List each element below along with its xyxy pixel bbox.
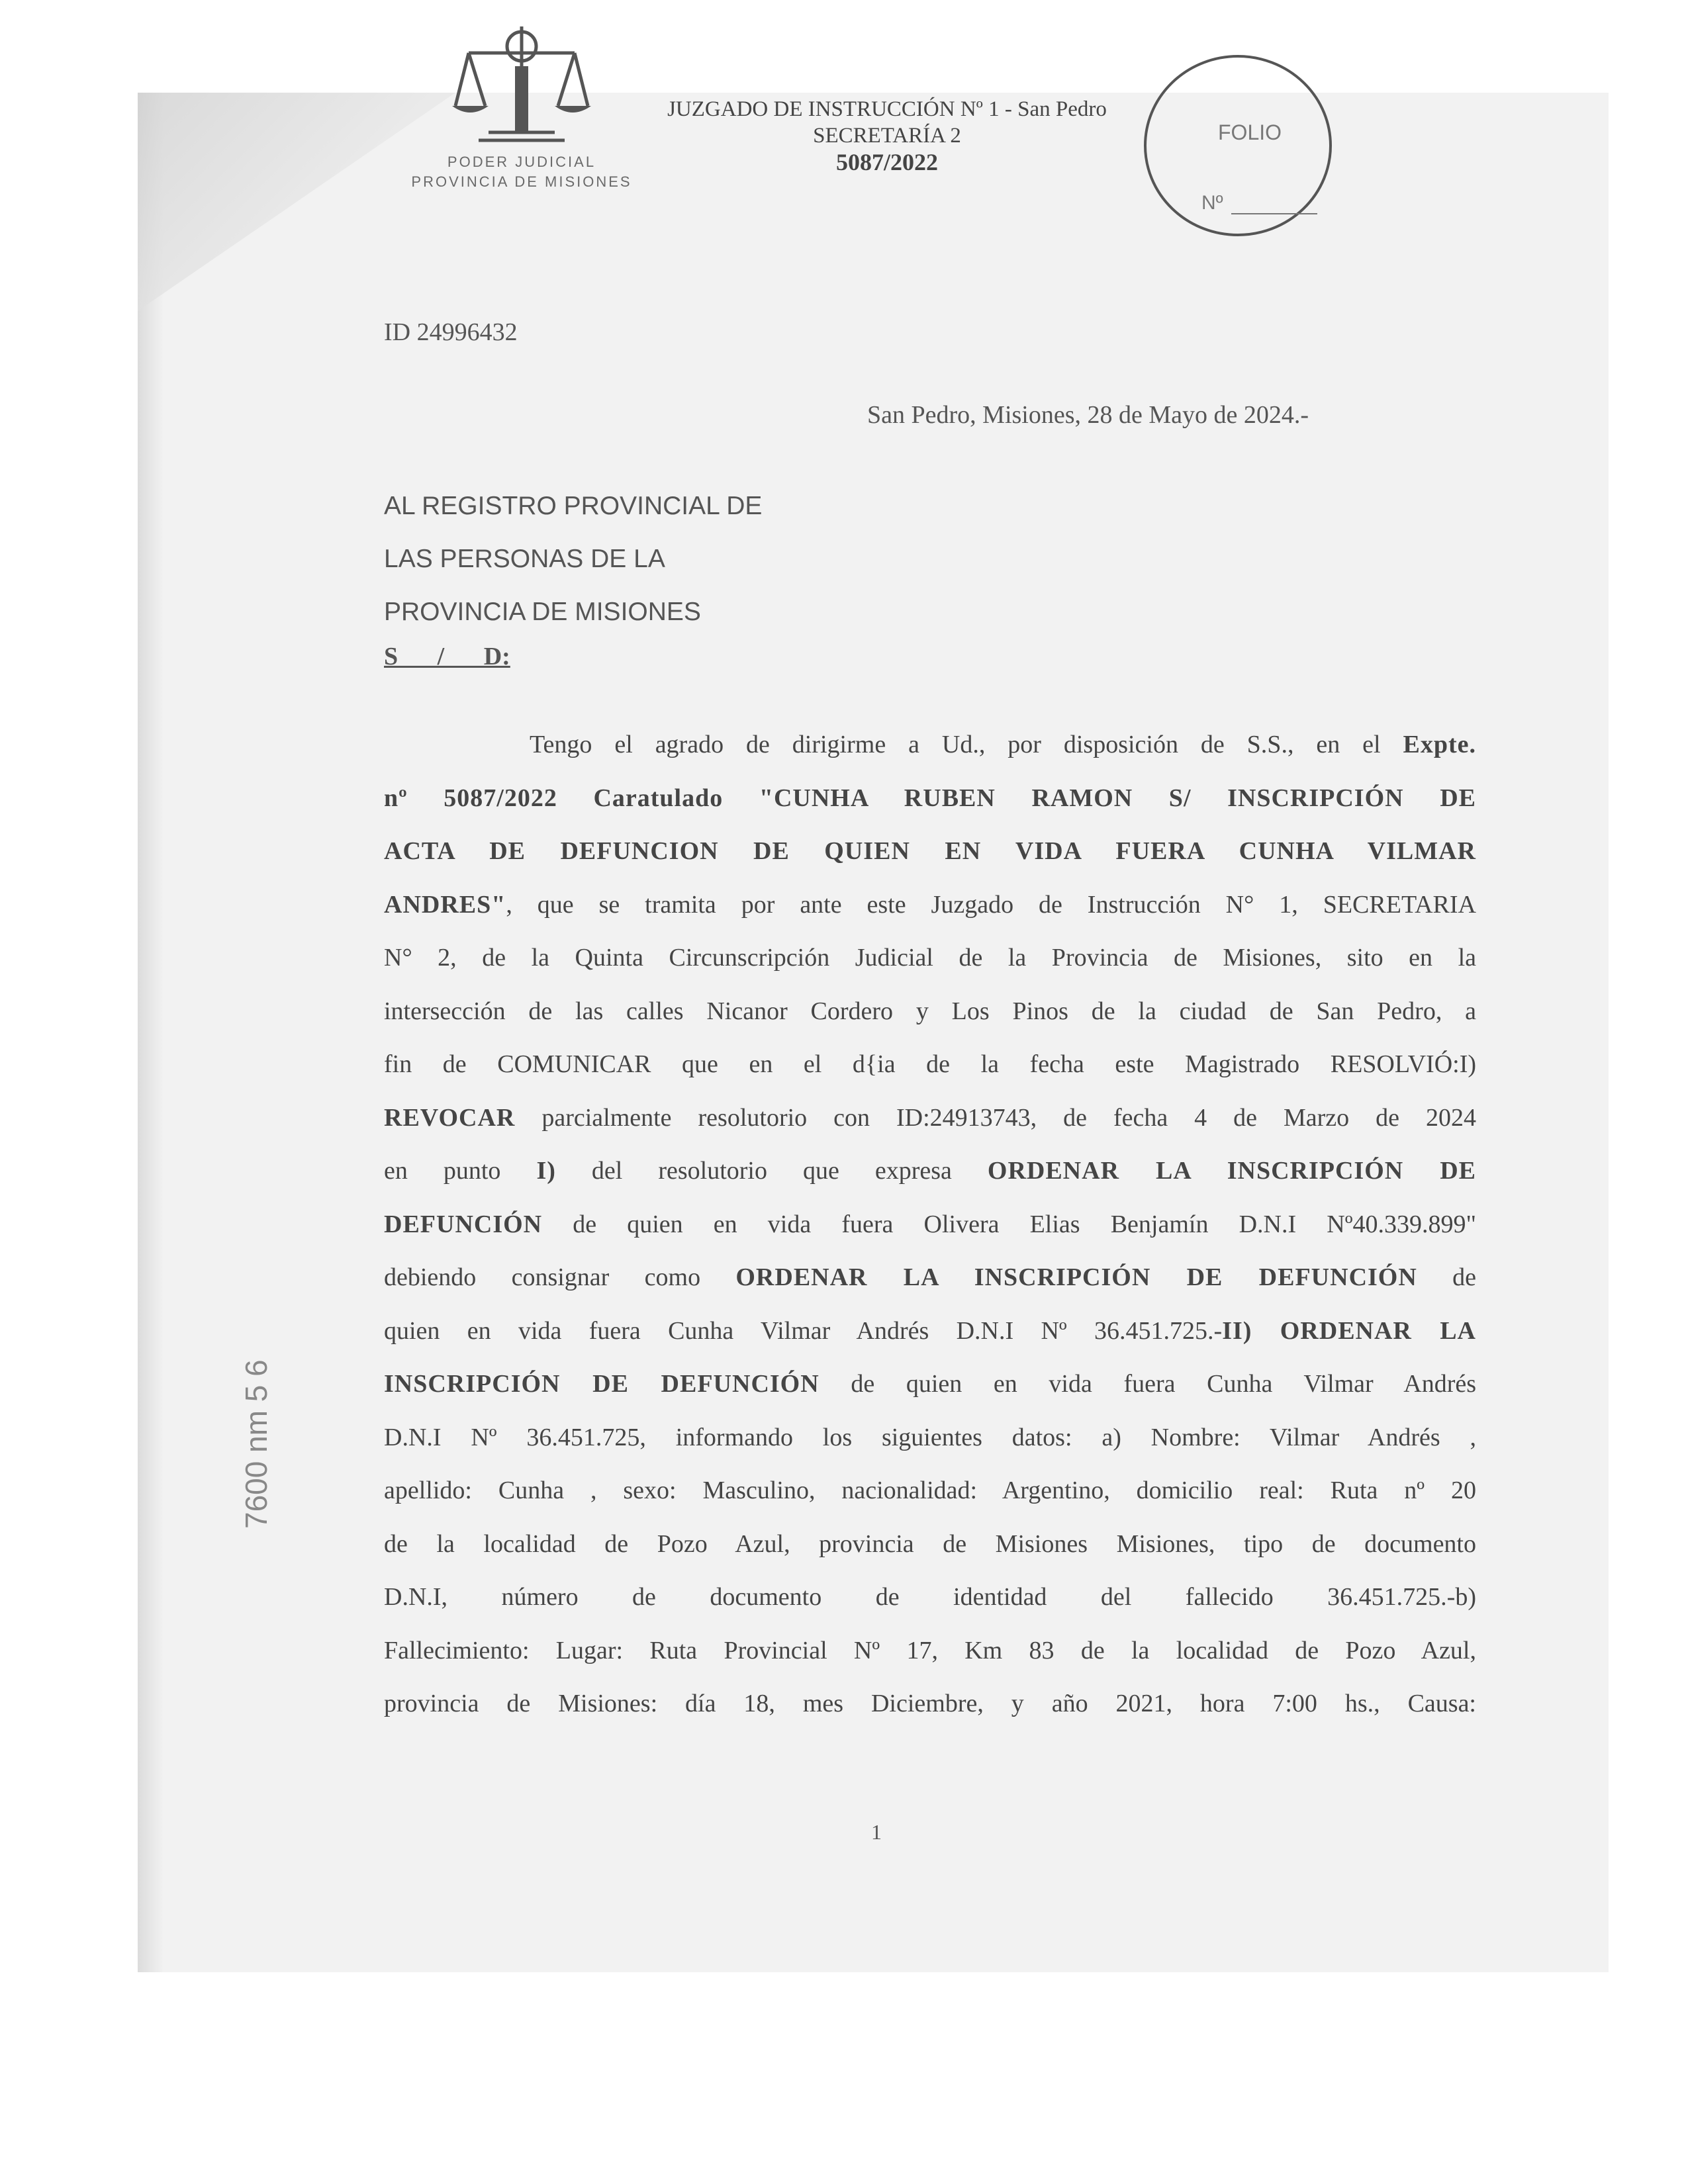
court-secretary: SECRETARÍA 2 (813, 124, 961, 148)
body-line (384, 878, 1476, 932)
text: debiendo consignar como (384, 1263, 736, 1291)
body-line (384, 1144, 1476, 1198)
scan-edge-shadow (138, 93, 164, 1972)
folded-corner (138, 93, 455, 311)
folio-number-label: Nº (1201, 192, 1223, 214)
bold-text: ORDENAR LA INSCRIPCIÓN DE (987, 1157, 1476, 1185)
letter-body (384, 718, 1476, 1731)
text: de quien en vida fuera Olivera Elias Benjamín D.N.I Nº40.339.899" (542, 1210, 1476, 1238)
body-line (384, 1357, 1476, 1411)
text: de la localidad de Pozo Azul, provincia de Misiones Misiones, tipo de documento (384, 1529, 1476, 1558)
body-line (384, 1518, 1476, 1571)
text: Tengo el agrado de dirigirme a Ud., por disposición de S.S., en el (530, 731, 1403, 758)
bold-text: II) ORDENAR LA (1222, 1316, 1476, 1345)
body-line (384, 1198, 1476, 1251)
body-line (384, 1624, 1476, 1678)
court-name: JUZGADO DE INSTRUCCIÓN Nº 1 - San Pedro (667, 97, 1107, 121)
case-number: 5087/2022 (835, 149, 938, 175)
text: quien en vida fuera Cunha Vilmar Andrés D.N.I Nº 36.451.725.- (384, 1316, 1223, 1345)
text: parcialmente resolutorio con ID:24913743, de fecha 4 de Marzo de 2024 (515, 1103, 1476, 1132)
body-line (384, 1411, 1476, 1465)
court-header (635, 96, 1139, 175)
body-line (384, 772, 1476, 825)
bold-text: nº 5087/2022 Caratulado "CUNHA RUBEN RAMON S/ INSCRIPCIÓN DE (384, 784, 1476, 812)
body-line (384, 1251, 1476, 1304)
court-emblem (409, 26, 634, 190)
document-date: San Pedro, Misiones, 28 de Mayo de 2024.- (867, 401, 1309, 429)
body-line (384, 931, 1476, 985)
bold-text: ACTA DE DEFUNCION DE QUIEN EN VIDA FUERA CUNHA VILMAR (384, 837, 1476, 865)
body-line (384, 825, 1476, 878)
text: intersección de las calles Nicanor Cordero y Los Pinos de la ciudad de San Pedro, a (384, 997, 1476, 1025)
text: del resolutorio que expresa (555, 1157, 988, 1185)
text: en punto (384, 1157, 537, 1185)
text: D.N.I, número de documento de identidad del fallecido 36.451.725.-b) (384, 1583, 1476, 1611)
bold-text: REVOCAR (384, 1103, 516, 1132)
bold-text: Expte. (1403, 731, 1476, 758)
bold-text: INSCRIPCIÓN DE DEFUNCIÓN (384, 1370, 820, 1398)
side-stamp: 7600 nm 5 6 (239, 1359, 273, 1529)
bold-text: ORDENAR LA INSCRIPCIÓN DE DEFUNCIÓN (735, 1263, 1417, 1291)
text: N° 2, de la Quinta Circunscripción Judicial de la Provincia de Misiones, sito en la (384, 944, 1476, 972)
text: apellido: Cunha , sexo: Masculino, nacionalidad: Argentino, domicilio real: Ruta nº 20 (384, 1477, 1476, 1504)
recipient-line: PROVINCIA DE MISIONES (384, 598, 701, 626)
folio-label: FOLIO (1218, 120, 1282, 144)
text: fin de COMUNICAR que en el d{ia de la fecha este Magistrado RESOLVIÓ:I) (384, 1050, 1476, 1078)
text: Fallecimiento: Lugar: Ruta Provincial Nº 17, Km 83 de la localidad de Pozo Azul, (384, 1636, 1476, 1664)
text: de quien en vida fuera Cunha Vilmar Andrés (819, 1370, 1477, 1398)
emblem-caption-1: PODER JUDICIAL (447, 154, 596, 170)
emblem-caption-2: PROVINCIA DE MISIONES (411, 173, 632, 190)
recipient-line: LAS PERSONAS DE LA (384, 545, 665, 573)
text: provincia de Misiones: día 18, mes Diciembre, y año 2021, hora 7:00 hs., Causa: (384, 1690, 1476, 1717)
document-id: ID 24996432 (384, 318, 518, 346)
body-line (384, 1677, 1476, 1731)
folio-blank-line (1231, 213, 1317, 214)
bold-text: DEFUNCIÓN (384, 1210, 543, 1238)
recipient-line: AL REGISTRO PROVINCIAL DE (384, 492, 763, 520)
text: , que se tramita por ante este Juzgado de Instrucción N° 1, SECRETARIA (506, 890, 1476, 919)
folio-stamp (1139, 46, 1337, 218)
text: D.N.I Nº 36.451.725, informando los siguientes datos: a) Nombre: Vilmar Andrés , (384, 1423, 1476, 1451)
salutation-sd: S / D: (384, 643, 510, 670)
recipient-block (384, 480, 762, 639)
body-line (384, 1038, 1476, 1091)
body-line (384, 1464, 1476, 1518)
folio-circle-icon (1139, 46, 1337, 245)
scales-of-justice-icon (449, 26, 594, 146)
body-line (384, 718, 1476, 772)
body-line (384, 1304, 1476, 1358)
text: de (1417, 1263, 1476, 1291)
body-line (384, 1091, 1476, 1145)
bold-text: I) (536, 1157, 556, 1185)
page-number: 1 (871, 1820, 882, 1844)
body-line (384, 985, 1476, 1038)
body-line (384, 1570, 1476, 1624)
bold-text: ANDRES" (384, 890, 506, 919)
